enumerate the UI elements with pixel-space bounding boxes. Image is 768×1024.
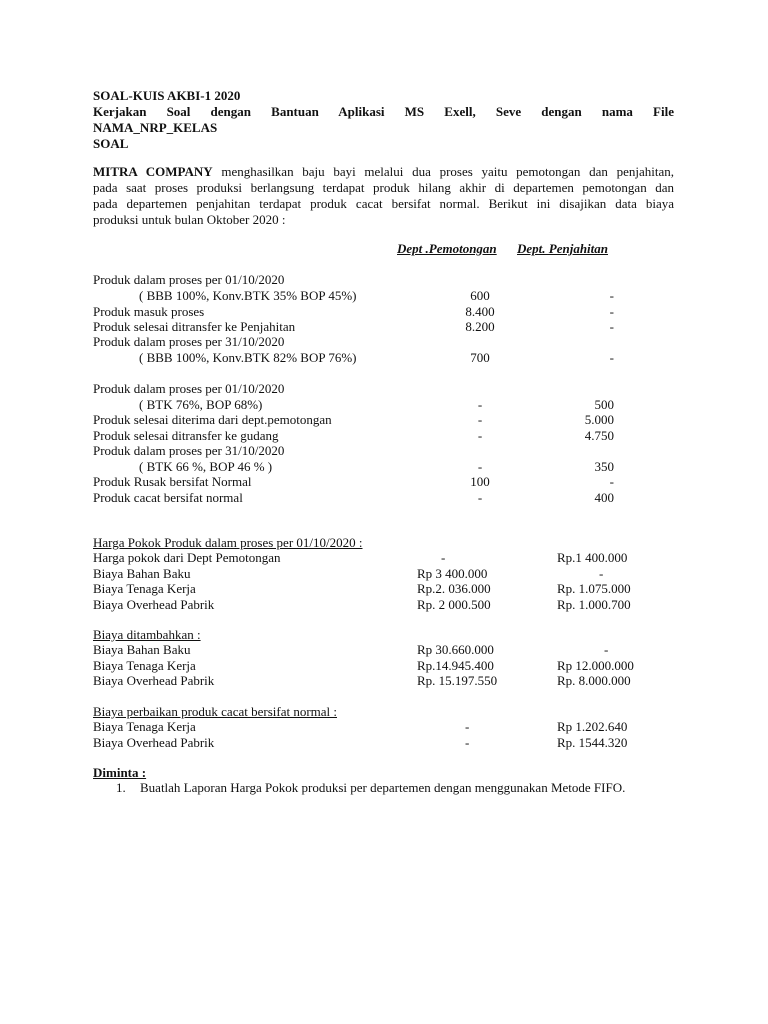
cost-row-label: Biaya Overhead Pabrik — [93, 596, 215, 612]
col-dept-penjahitan: Dept. Penjahitan — [517, 241, 609, 256]
qty-row-pemotongan-value: 100 — [470, 474, 490, 489]
qty-row-penjahitan-value: 350 — [594, 459, 614, 474]
qty-row-label: Produk dalam proses per 31/10/2020 — [93, 334, 285, 349]
cost-row-label: Biaya Bahan Baku — [93, 565, 191, 581]
cost-row-penjahitan-value: Rp. 8.000.000 — [557, 673, 631, 689]
cost-row-label: Biaya Tenaga Kerja — [93, 581, 196, 597]
cost-row-pemotongan-value: Rp. 2 000.500 — [417, 596, 491, 612]
cost-row-label: Harga pokok dari Dept Pemotongan — [93, 550, 281, 566]
diminta-heading: Diminta : — [93, 765, 147, 780]
qty-row-pemotongan-value: 700 — [470, 350, 490, 365]
cost-row-label: Biaya Tenaga Kerja — [93, 719, 196, 735]
cost-row-penjahitan-value: Rp.1 400.000 — [557, 550, 628, 566]
diminta-item-number: 1. — [116, 780, 126, 795]
intro-line-2: pada saat proses produksi berlangsung terdapat produk hilang akhir di departemen pemotongan dan — [93, 180, 674, 195]
qty-row-label: Produk Rusak bersifat Normal — [93, 474, 252, 489]
qty-row-pemotongan-value: 8.400 — [465, 304, 495, 319]
cost-row-label: Biaya Tenaga Kerja — [93, 657, 196, 673]
doc-title: SOAL-KUIS AKBI-1 2020 — [93, 88, 241, 103]
cost-row-pemotongan-value: - — [465, 719, 470, 735]
cost-row-pemotongan-value: Rp 30.660.000 — [417, 642, 494, 658]
company-name: MITRA COMPANY — [93, 164, 213, 179]
qty-row-label: Produk dalam proses per 01/10/2020 — [93, 381, 285, 396]
intro-line-3: pada departemen penjahitan terdapat produk cacat bersifat normal. Berikut ini disajikan data biaya — [93, 196, 674, 211]
cost-row-pemotongan-value: Rp 3 400.000 — [417, 565, 488, 581]
cost-row-penjahitan-value: Rp. 1544.320 — [557, 734, 628, 750]
diminta-item-text: Buatlah Laporan Harga Pokok produksi per departemen dengan menggunakan Metode FIFO. — [140, 780, 626, 795]
qty-row-pemotongan-value: - — [477, 459, 483, 474]
qty-row-penjahitan-value: - — [609, 350, 614, 365]
cost-row-label: Biaya Overhead Pabrik — [93, 673, 215, 689]
cost-section-heading: Biaya ditambahkan : — [93, 627, 201, 642]
cost-row-penjahitan-value: Rp 1.202.640 — [557, 719, 628, 735]
qty-row-label: ( BBB 100%, Konv.BTK 35% BOP 45%) — [139, 288, 357, 303]
intro-paragraph — [93, 164, 674, 228]
cost-row-pemotongan-value: - — [465, 734, 470, 750]
qty-row-penjahitan-value: - — [609, 304, 614, 319]
cost-row-penjahitan-value: - — [604, 642, 609, 658]
qty-row-penjahitan-value: - — [609, 288, 614, 303]
qty-row-label: Produk selesai diterima dari dept.pemotongan — [93, 412, 332, 427]
cost-row-penjahitan-value: Rp. 1.000.700 — [557, 596, 631, 612]
col-dept-pemotongan: Dept .Pemotongan — [397, 241, 497, 256]
cost-row-pemotongan-value: Rp.14.945.400 — [417, 657, 494, 673]
cost-row-pemotongan-value: Rp. 15.197.550 — [417, 673, 498, 689]
qty-row-pemotongan-value: 600 — [470, 288, 490, 303]
cost-row-penjahitan-value: Rp 12.000.000 — [557, 657, 634, 673]
qty-row-label: Produk selesai ditransfer ke Penjahitan — [93, 319, 296, 334]
cost-row-label: Biaya Overhead Pabrik — [93, 734, 215, 750]
qty-row-label: Produk masuk proses — [93, 304, 205, 319]
qty-row-label: ( BTK 76%, BOP 68%) — [139, 397, 263, 412]
qty-row-penjahitan-value: 500 — [594, 397, 614, 412]
qty-row-penjahitan-value: 400 — [594, 490, 614, 505]
qty-row-label: Produk cacat bersifat normal — [93, 490, 243, 505]
cost-row-label: Biaya Bahan Baku — [93, 642, 191, 658]
qty-row-penjahitan-value: 4.750 — [584, 428, 614, 443]
cost-row-pemotongan-value: - — [441, 550, 446, 566]
qty-row-penjahitan-value: 5.000 — [584, 412, 614, 427]
qty-row-pemotongan-value: - — [477, 428, 483, 443]
cost-row-penjahitan-value: Rp. 1.075.000 — [557, 581, 631, 597]
instruction-line: Kerjakan Soal dengan Bantuan Aplikasi MS Exell, Seve dengan nama File — [93, 104, 674, 119]
intro-line-1: MITRA COMPANY menghasilkan baju bayi melalui dua proses yaitu pemotongan dan penjahitan, — [93, 164, 674, 179]
qty-row-label: Produk dalam proses per 31/10/2020 — [93, 443, 285, 458]
qty-row-label: Produk selesai ditransfer ke gudang — [93, 428, 279, 443]
qty-row-penjahitan-value: - — [609, 319, 614, 334]
qty-row-pemotongan-value: - — [477, 490, 483, 505]
intro-line-4: produksi untuk bulan Oktober 2020 : — [93, 212, 286, 227]
soal-label: SOAL — [93, 136, 129, 151]
qty-row-penjahitan-value: - — [609, 474, 614, 489]
cost-section-heading: Harga Pokok Produk dalam proses per 01/10/2020 : — [93, 535, 363, 550]
cost-row-pemotongan-value: Rp.2. 036.000 — [417, 581, 491, 597]
filename-line: NAMA_NRP_KELAS — [93, 120, 218, 135]
qty-row-label: Produk dalam proses per 01/10/2020 — [93, 272, 285, 287]
cost-row-penjahitan-value: - — [599, 565, 604, 581]
qty-row-pemotongan-value: - — [477, 397, 483, 412]
qty-row-label: ( BTK 66 %, BOP 46 % ) — [139, 459, 273, 474]
qty-row-pemotongan-value: 8.200 — [465, 319, 495, 334]
qty-row-pemotongan-value: - — [477, 412, 483, 427]
cost-section-heading: Biaya perbaikan produk cacat bersifat normal : — [93, 704, 338, 719]
qty-row-label: ( BBB 100%, Konv.BTK 82% BOP 76%) — [139, 350, 357, 365]
